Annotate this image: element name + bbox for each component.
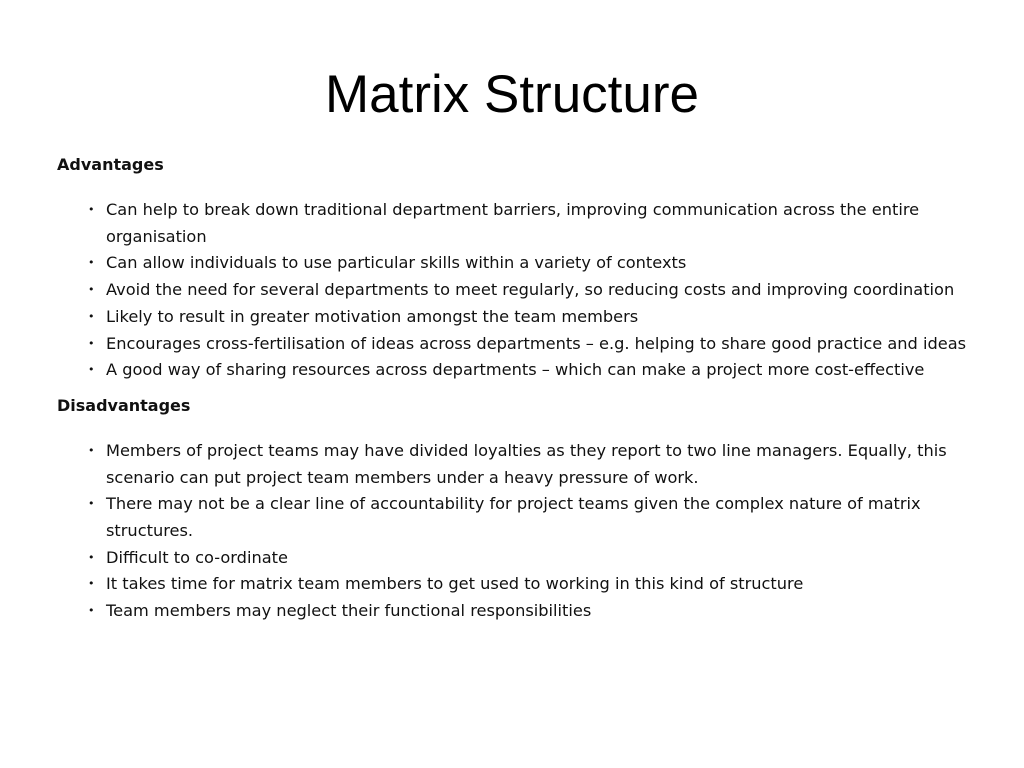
bullet-icon: •: [88, 604, 95, 618]
disadvantage-item: [57, 571, 987, 598]
disadvantage-text: Team members may neglect their functional responsibilities: [106, 601, 592, 621]
bullet-icon: •: [88, 283, 95, 297]
bullet-icon: •: [88, 363, 95, 377]
advantage-item: [57, 331, 987, 358]
disadvantage-item: [57, 598, 987, 625]
bullet-icon: •: [88, 256, 95, 270]
advantage-item: [57, 197, 987, 250]
advantage-item: [57, 304, 987, 331]
disadvantage-item: [57, 438, 987, 491]
disadvantages-heading: Disadvantages: [57, 395, 191, 415]
slide-title: Matrix Structure: [324, 65, 700, 124]
advantage-text: Avoid the need for several departments to meet regularly, so reducing costs and improving coordination: [106, 280, 955, 300]
disadvantages-list: [57, 438, 987, 625]
bullet-icon: •: [88, 550, 95, 564]
bullet-icon: •: [88, 336, 95, 350]
disadvantage-text: Difficult to co-ordinate: [106, 547, 288, 567]
advantage-item: [57, 357, 987, 384]
advantages-heading: Advantages: [57, 155, 164, 174]
bullet-icon: •: [88, 203, 95, 216]
disadvantage-item: [57, 545, 987, 572]
advantage-text: Can allow individuals to use particular skills within a variety of contexts: [106, 253, 687, 273]
disadvantage-text: There may not be a clear line of accountability for project teams given the complex nature of matrix structures.: [106, 494, 921, 541]
bullet-icon: •: [88, 309, 95, 323]
disadvantage-item: [57, 491, 987, 544]
advantage-item: [57, 250, 987, 277]
advantage-text: A good way of sharing resources across departments – which can make a project more cost-effective: [106, 360, 925, 380]
slide-body: [57, 153, 987, 625]
advantages-list: [57, 197, 987, 384]
advantage-text: Can help to break down traditional department barriers, improving communication across the entire organisation: [106, 200, 920, 246]
advantage-text: Encourages cross-fertilisation of ideas across departments – e.g. helping to share good practice and ideas: [106, 333, 967, 353]
disadvantage-text: Members of project teams may have divided loyalties as they report to two line managers. Equally, this scenario can put project team members under a heavy pressure of work.: [106, 440, 947, 487]
bullet-icon: •: [88, 497, 95, 511]
bullet-icon: •: [88, 577, 95, 591]
bullet-icon: •: [88, 443, 95, 457]
disadvantage-text: It takes time for matrix team members to get used to working in this kind of structure: [106, 574, 804, 594]
advantage-text: Likely to result in greater motivation amongst the team members: [106, 306, 639, 326]
advantage-item: [57, 277, 987, 304]
